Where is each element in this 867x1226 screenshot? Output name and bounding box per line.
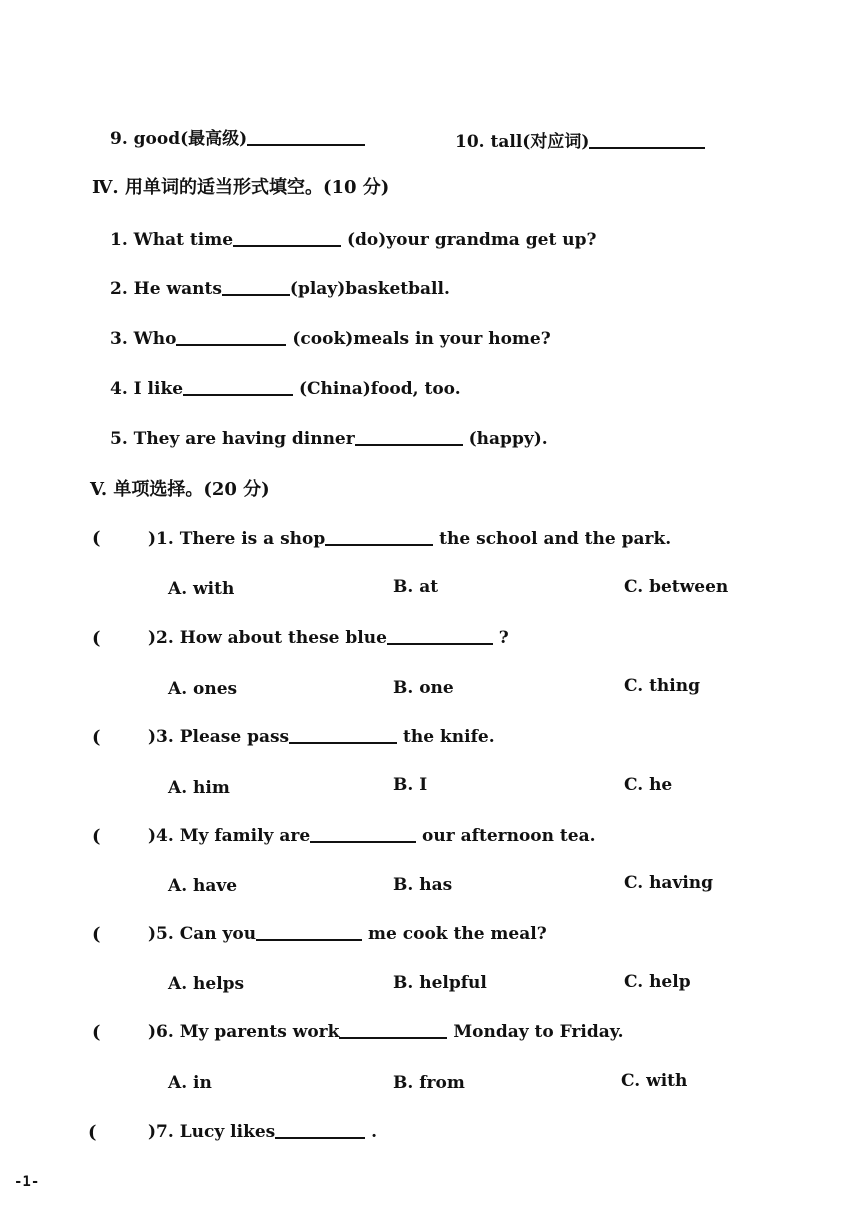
option-c[interactable]: C. having [624, 873, 714, 893]
option-a[interactable]: A. ones [168, 679, 238, 699]
answer-blank[interactable] [275, 1121, 365, 1139]
answer-blank[interactable] [325, 528, 433, 546]
page-number: -1- [14, 1174, 40, 1190]
s4-item-2-before: 2. He wants [110, 279, 222, 299]
option-c[interactable]: C. help [624, 972, 691, 992]
answer-blank[interactable] [222, 278, 290, 296]
s5-q6-after: Monday to Friday. [447, 1022, 624, 1042]
s5-question-3 [148, 726, 495, 748]
s5-question-7 [148, 1121, 377, 1143]
item-9-text: 9. good(最高级) [110, 129, 248, 149]
s4-item-4 [110, 378, 461, 400]
s5-q7-after: . [365, 1122, 378, 1142]
answer-paren-open[interactable]: ( [92, 826, 101, 847]
answer-blank[interactable] [355, 428, 463, 446]
item-10 [455, 131, 705, 153]
option-a[interactable]: A. in [168, 1073, 212, 1093]
option-b[interactable]: B. at [393, 577, 439, 597]
s4-item-3-after: (cook)meals in your home? [286, 329, 551, 349]
s4-item-4-after: (China)food, too. [293, 379, 461, 399]
s5-question-2 [148, 627, 509, 649]
option-b[interactable]: B. from [393, 1073, 465, 1093]
s4-item-1-after: (do)your grandma get up? [341, 230, 597, 250]
section-5-title: V. 单项选择。(20 分) [90, 479, 270, 500]
s5-q2-after: ? [492, 628, 509, 648]
s5-question-5 [148, 923, 547, 945]
answer-blank[interactable] [233, 229, 341, 247]
s5-question-1 [148, 528, 671, 550]
option-c[interactable]: C. thing [624, 676, 700, 696]
answer-blank[interactable] [310, 825, 416, 843]
s5-q3-after: the knife. [397, 727, 495, 747]
answer-blank[interactable] [256, 923, 362, 941]
s5-q6-before: )6. My parents work [148, 1022, 340, 1042]
option-a[interactable]: A. him [168, 778, 230, 798]
answer-paren-open[interactable]: ( [92, 528, 101, 549]
option-a[interactable]: A. with [168, 579, 235, 599]
s4-item-3-before: 3. Who [110, 329, 177, 349]
s5-q4-before: )4. My family are [148, 826, 311, 846]
s5-question-6 [148, 1021, 624, 1043]
option-b[interactable]: B. helpful [393, 973, 487, 993]
s5-q1-before: )1. There is a shop [148, 529, 326, 549]
s4-item-5-before: 5. They are having dinner [110, 429, 355, 449]
answer-blank[interactable] [339, 1021, 447, 1039]
s5-question-4 [148, 825, 596, 847]
s5-q3-before: )3. Please pass [148, 727, 290, 747]
item-9 [110, 128, 365, 150]
option-b[interactable]: B. I [393, 775, 428, 795]
s5-q5-after: me cook the meal? [362, 924, 547, 944]
answer-paren-open[interactable]: ( [88, 1122, 97, 1143]
option-b[interactable]: B. one [393, 678, 454, 698]
s5-q2-before: )2. How about these blue [148, 628, 387, 648]
answer-blank[interactable] [247, 128, 365, 146]
answer-paren-open[interactable]: ( [92, 1022, 101, 1043]
answer-blank[interactable] [387, 627, 493, 645]
item-10-text: 10. tall(对应词) [455, 132, 590, 152]
s4-item-5-after: (happy). [462, 429, 548, 449]
s4-item-1 [110, 229, 596, 251]
answer-paren-open[interactable]: ( [92, 924, 101, 945]
answer-blank[interactable] [183, 378, 293, 396]
section-4-title: Ⅳ. 用单词的适当形式填空。(10 分) [92, 177, 390, 198]
answer-blank[interactable] [176, 328, 286, 346]
option-c[interactable]: C. with [621, 1071, 688, 1091]
s5-q7-before: )7. Lucy likes [148, 1122, 276, 1142]
option-a[interactable]: A. helps [168, 974, 245, 994]
answer-blank[interactable] [589, 131, 705, 149]
s4-item-4-before: 4. I like [110, 379, 184, 399]
s5-q4-after: our afternoon tea. [416, 826, 596, 846]
s4-item-2 [110, 278, 450, 300]
option-b[interactable]: B. has [393, 875, 453, 895]
option-c[interactable]: C. between [624, 577, 729, 597]
answer-blank[interactable] [289, 726, 397, 744]
s4-item-1-before: 1. What time [110, 230, 234, 250]
s5-q1-after: the school and the park. [433, 529, 672, 549]
option-c[interactable]: C. he [624, 775, 673, 795]
answer-paren-open[interactable]: ( [92, 628, 101, 649]
answer-paren-open[interactable]: ( [92, 727, 101, 748]
s4-item-5 [110, 428, 548, 450]
s4-item-3 [110, 328, 551, 350]
option-a[interactable]: A. have [168, 876, 238, 896]
s4-item-2-after: (play)basketball. [289, 279, 450, 299]
s5-q5-before: )5. Can you [148, 924, 257, 944]
